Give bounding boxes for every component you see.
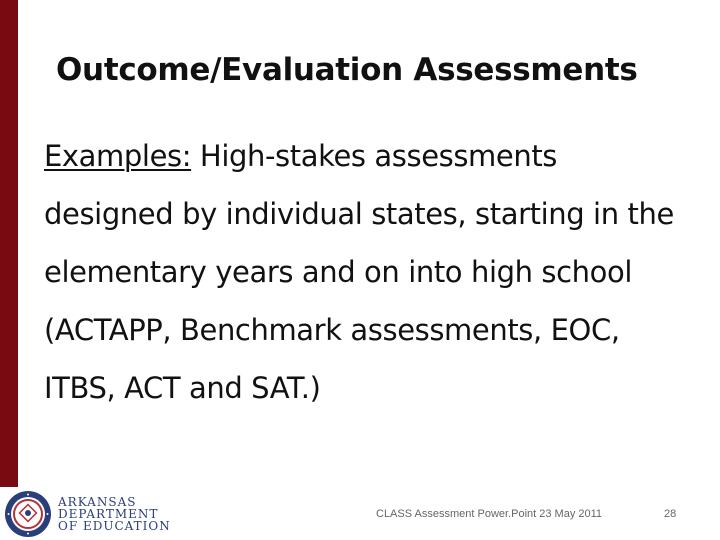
department-logo bbox=[4, 490, 171, 538]
accent-bar bbox=[0, 0, 18, 487]
logo-line-1: ARKANSAS bbox=[58, 495, 137, 509]
logo-line-2: DEPARTMENT bbox=[58, 507, 159, 521]
body-text: High-stakes assessments designed by individual states, starting in the elementary years and on into high school (ACTAPP, Benchmark assessments, EOC, ITBS, ACT and SAT.) bbox=[44, 139, 674, 405]
state-seal-icon bbox=[4, 490, 52, 538]
logo-line-3: OF EDUCATION bbox=[58, 519, 171, 533]
page-number: 28 bbox=[664, 508, 677, 520]
slide-title: Outcome/Evaluation Assessments bbox=[56, 52, 638, 88]
slide-body bbox=[44, 127, 694, 417]
body-lead: Examples: bbox=[44, 139, 192, 173]
logo-wordmark bbox=[58, 496, 171, 532]
footer-text: CLASS Assessment Power.Point 23 May 2011 bbox=[376, 508, 603, 520]
